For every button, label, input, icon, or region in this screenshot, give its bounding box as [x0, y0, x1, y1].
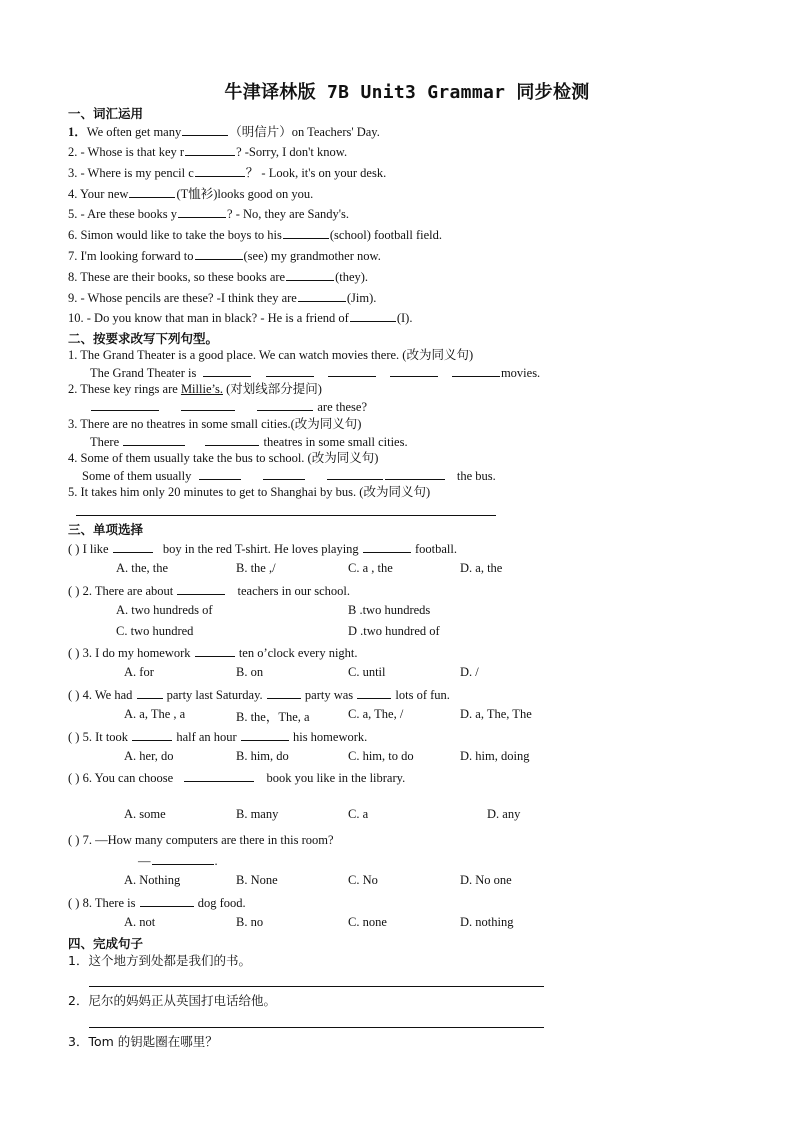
answer-blank[interactable] [195, 247, 243, 260]
mc-option[interactable]: A. not [124, 915, 156, 929]
mc-option[interactable]: B. no [236, 915, 264, 929]
answer-blank[interactable] [452, 364, 500, 377]
mc-option[interactable]: C. a, The, / [348, 707, 404, 721]
rewrite-question-5: 5. It takes him only 20 minutes to get to Shanghai by bus. (改为同义句) [68, 485, 431, 499]
answer-paren[interactable]: ( ) [68, 584, 80, 598]
mc-question-6: ( ) 6. You can choose book you like in the library. [68, 771, 406, 785]
answer-blank[interactable] [205, 433, 259, 446]
mc-option[interactable]: D. him, doing [460, 749, 530, 763]
answer-blank[interactable] [182, 123, 228, 136]
worksheet-title: 牛津译林版 7B Unit3 Grammar 同步检测 [224, 82, 590, 103]
rewrite-question-2: 2. These key rings are Millie’s. (对划线部分提问) [68, 382, 322, 396]
mc-option[interactable]: D. any [487, 807, 521, 821]
vocab-question-8: 8. These are their books, so these books are (they). [68, 270, 369, 284]
mc-option[interactable]: A. the, the [116, 561, 169, 575]
mc-option[interactable]: A. a, The , a [124, 707, 186, 721]
answer-blank[interactable] [298, 289, 346, 302]
mc-option[interactable]: D. a, The, The [460, 707, 532, 721]
answer-blank[interactable] [129, 185, 175, 198]
answer-paren[interactable]: ( ) [68, 730, 80, 744]
answer-line[interactable] [89, 1027, 544, 1028]
vocab-question-6: 6. Simon would like to take the boys to his (school) football field. [68, 228, 443, 242]
answer-blank[interactable] [123, 433, 185, 446]
answer-blank[interactable] [328, 364, 376, 377]
mc-option[interactable]: A. Nothing [124, 873, 181, 887]
vocab-question-1: 1．We often get many （明信片）on Teachers' Day. [68, 125, 380, 139]
answer-blank[interactable] [286, 268, 334, 281]
mc-option[interactable]: D. No one [460, 873, 512, 887]
mc-option[interactable]: C. him, to do [348, 749, 414, 763]
section-4-heading: 四、完成句子 [68, 936, 144, 951]
vocab-question-10: 10. - Do you know that man in black? - He is a friend of (I). [68, 311, 413, 325]
answer-paren[interactable]: ( ) [68, 896, 80, 910]
answer-paren[interactable]: ( ) [68, 771, 80, 785]
section-1-heading: 一、词汇运用 [68, 106, 144, 121]
mc-option[interactable]: B. None [236, 873, 278, 887]
answer-paren[interactable]: ( ) [68, 646, 80, 660]
mc-option[interactable]: C. No [348, 873, 378, 887]
answer-paren[interactable]: ( ) [68, 542, 80, 556]
answer-blank [363, 540, 411, 553]
answer-blank [195, 644, 235, 657]
answer-blank[interactable] [263, 467, 305, 480]
translation-question-2: 2．尼尔的妈妈正从英国打电话给他。 [68, 993, 276, 1008]
answer-blank[interactable] [185, 143, 235, 156]
section-2-heading: 二、按要求改写下列句型。 [68, 331, 219, 346]
answer-blank [137, 686, 163, 699]
rewrite-answer-3: There theatres in some small cities. [90, 435, 408, 449]
answer-blank [241, 728, 289, 741]
translation-question-3: 3．Tom 的钥匙圈在哪里？ [68, 1034, 218, 1049]
mc-option[interactable]: A. her, do [124, 749, 174, 763]
answer-blank[interactable] [181, 398, 235, 411]
answer-blank [177, 582, 225, 595]
mc-option[interactable]: B. the ,/ [236, 561, 276, 575]
answer-blank[interactable] [390, 364, 438, 377]
answer-paren[interactable]: ( ) [68, 688, 80, 702]
answer-blank[interactable] [327, 467, 383, 480]
rewrite-question-3: 3. There are no theatres in some small cities.(改为同义句) [68, 417, 362, 431]
mc-question-7: ( ) 7. —How many computers are there in this room? [68, 833, 334, 847]
vocab-question-5: 5. - Are these books y ? - No, they are Sandy's. [68, 207, 350, 221]
mc-option[interactable]: C. until [348, 665, 386, 679]
mc-option[interactable]: B. many [236, 807, 279, 821]
mc-question-7-response: — . [138, 854, 218, 868]
answer-paren[interactable]: ( ) [68, 833, 80, 847]
answer-blank[interactable] [91, 398, 159, 411]
mc-option[interactable]: C. two hundred [116, 624, 194, 638]
vocab-question-7: 7. I'm looking forward to (see) my grandmother now. [68, 249, 381, 263]
vocab-question-3: 3. - Where is my pencil c ？ - Look, it's on your desk. [68, 166, 387, 180]
answer-blank [357, 686, 391, 699]
underlined-part: Millie’s. [180, 382, 223, 396]
answer-blank[interactable] [385, 467, 445, 480]
answer-blank[interactable] [195, 164, 245, 177]
rewrite-question-4: 4. Some of them usually take the bus to school. (改为同义句) [68, 451, 379, 465]
mc-question-8: ( ) 8. There is dog food. [68, 896, 246, 910]
answer-blank[interactable] [199, 467, 241, 480]
mc-option[interactable]: C. none [348, 915, 387, 929]
mc-option[interactable]: D. a, the [460, 561, 503, 575]
mc-option[interactable]: C. a , the [348, 561, 393, 575]
answer-line[interactable] [76, 515, 496, 516]
answer-blank[interactable] [203, 364, 251, 377]
answer-blank[interactable] [178, 205, 226, 218]
answer-line[interactable] [89, 986, 544, 987]
mc-option[interactable]: A. two hundreds of [116, 603, 213, 617]
translation-question-1: 1．这个地方到处都是我们的书。 [68, 953, 251, 968]
answer-blank[interactable] [257, 398, 313, 411]
answer-blank [132, 728, 172, 741]
answer-blank[interactable] [350, 309, 396, 322]
rewrite-answer-1: The Grand Theater is movies. [90, 366, 541, 380]
section-3-heading: 三、单项选择 [68, 522, 144, 537]
mc-question-5: ( ) 5. It took half an hour his homework. [68, 730, 368, 744]
answer-blank[interactable] [283, 226, 329, 239]
mc-question-4: ( ) 4. We had party last Saturday. party was lots of fun. [68, 688, 450, 702]
mc-option[interactable]: A. for [124, 665, 154, 679]
answer-blank [267, 686, 301, 699]
vocab-question-4: 4. Your new (T恤衫)looks good on you. [68, 187, 314, 201]
mc-option[interactable]: B. on [236, 665, 264, 679]
rewrite-answer-2: are these? [90, 398, 367, 415]
mc-option[interactable]: A. some [124, 807, 166, 821]
mc-option[interactable]: B .two hundreds [348, 603, 431, 617]
answer-blank [184, 769, 254, 782]
mc-question-3: ( ) 3. I do my homework ten o’clock every night. [68, 646, 358, 660]
rewrite-question-1: 1. The Grand Theater is a good place. We can watch movies there. (改为同义句) [68, 348, 474, 362]
vocab-question-9: 9. - Whose pencils are these? -I think they are (Jim). [68, 291, 377, 305]
mc-option[interactable]: B. him, do [236, 749, 289, 763]
mc-option[interactable]: D .two hundred of [348, 624, 440, 638]
mc-option[interactable]: D. / [460, 665, 479, 679]
answer-blank [140, 894, 194, 907]
mc-option[interactable]: D. nothing [460, 915, 514, 929]
answer-blank [152, 852, 214, 865]
mc-question-1: ( ) I like boy in the red T-shirt. He loves playing football. [68, 542, 457, 556]
vocab-question-2: 2. - Whose is that key r ? -Sorry, I don't know. [68, 145, 348, 159]
mc-question-2: ( ) 2. There are about teachers in our school. [68, 584, 350, 598]
rewrite-answer-4: Some of them usually the bus. [82, 469, 496, 483]
mc-option[interactable]: C. a [348, 807, 369, 821]
answer-blank [113, 540, 153, 553]
answer-blank[interactable] [266, 364, 314, 377]
mc-option[interactable]: B. the，The, a [236, 710, 310, 724]
